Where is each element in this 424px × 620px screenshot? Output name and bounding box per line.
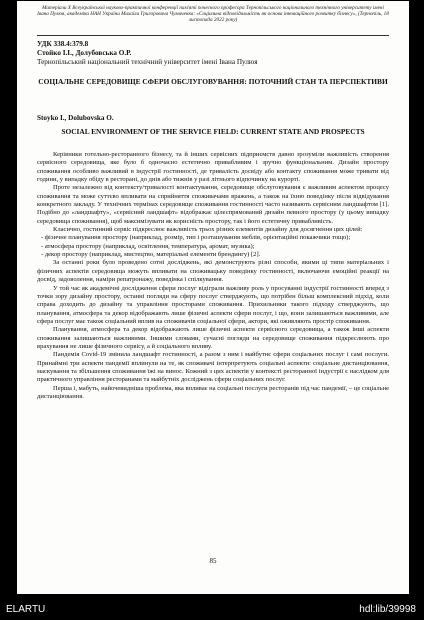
affiliation: Тернопільський національний технічний університет імені Івана Пулюя bbox=[37, 58, 258, 66]
udk-code: УДК 338.4:379.8 bbox=[37, 40, 89, 48]
repository-label: ELARTU bbox=[6, 604, 46, 615]
body-paragraph: Пандемія Covid-19 змінила ландшафт гостинності, а разом з ним і майбутнє сфери соціальних послуг і самі послуги. Принаймні три аспекти пандемії вплинули на те, як споживачі інтерпретують соціальні аспекти: соціальне дистанціювання, маскування та збільшення споживання їжі на винос. Кожний з цих аспектів у контексті ресторанної індустрії є наслідком для практичного управління ресторанами та майбутніх досліджень сфери соціальних послуг. bbox=[37, 351, 389, 384]
handle-identifier: hdl:lib/39998 bbox=[359, 604, 416, 615]
page-number: 85 bbox=[209, 557, 217, 565]
list-item: - декор простору (наприклад, мистецтво, матеріальні елементи брендингу) [2]. bbox=[41, 251, 261, 259]
body-paragraph: За останні роки було проведено сотні досліджень, які демонструють різні способи, якими ці типи матеріальних і фізичних аспектів середовища можуть впливати на споживацьку поведінку гостинності, включаючи емоційні реакції на досвід, задоволення, наміри репатронажу, поведінка і спілкування. bbox=[37, 259, 389, 284]
header-divider bbox=[37, 35, 389, 36]
body-paragraph: Планування, атмосфера та декор відображають лише фізичні аспекти сервісного середовища, а також інші аспекти споживання залишаються важливими. Іншими словами, сучасні погляди на середовище споживання підкреслюють про врахування не лише фізичного сервісу, а й соціального впливу. bbox=[37, 326, 389, 350]
title-ukrainian: СОЦІАЛЬНЕ СЕРЕДОВИЩЕ СФЕРИ ОБСЛУГОВУВАННЯ: ПОТОЧНИЙ СТАН ТА ПЕРСПЕКТИВИ bbox=[38, 77, 388, 86]
list-item: - фізичне планування простору (наприклад, розмір, тип і розташування меблів, орієнтаційні покажчики тощо); bbox=[41, 234, 351, 242]
article-body bbox=[37, 151, 389, 401]
body-paragraph: У той час як академічні дослідження сфери послуг відіграли важливу роль у просуванні індустрії гостинності вперед з точки зору дизайну простору, останні погляди на сферу послуг стверджують, що потрібен більш комплексний підхід, коли справа доходить до дизайну та управління просторами споживання. Прихильники такого підходу стверджують, що планування, атмосфера та декор відображають лише фізичні аспекти сфери послуг, і що, вони залишаються важливими, але сфера послуг має також соціальний вплив на споживачів соціальної сфери, актори, які оживляють простір споживання. bbox=[37, 284, 389, 325]
conference-header-note: Матеріали X Всеукраїнської науково-практичної конференції пам'яті почесного професора Тернопільського національного технічного університету імені Івана Пулюя, академіка НАН України Михаїла Григоровича Чумаченка: «Соціальна відповідальність як основа інноваційного розвитку бізнесу», (Тернопіль, 18 листопада 2022 року) bbox=[37, 5, 389, 24]
body-paragraph: Проте незалежно від контексту/тривалості контактування, середовище обслуговування є важливим аспектом процесу споживання та може суттєво впливати на сприйняття споживачами вражень, а також на їхню поведінку після відвідування конкретного закладу. У технічних термінах середовище споживання гостинності часто називають сервісним ландшафтом [1]. Подібно до «ландшафту», «сервісний ландшафт» відображає цілеспрямований дизайн певного простору (у цьому випадку середовища споживання), щоб максимізувати як корисність простору, так і його естетичну привабливість. bbox=[37, 184, 389, 225]
authors-english: Stoyko I., Dolubovska O. bbox=[37, 114, 114, 122]
body-paragraph: Класично, гостинний сервіс підкреслює важливість трьох різних елементів дизайну для досягнення цих цілей: bbox=[53, 226, 363, 234]
authors-ukrainian: Стойко І.І., Долубовська О.Р. bbox=[37, 49, 132, 57]
list-item: - атмосфера простору (наприклад, освітлення, температура, аромат, музика); bbox=[41, 242, 255, 250]
body-paragraph: Перша і, мабуть, найочевидніша проблема, яка впливає на соціальні послуги ресторанів під час пандемії, – це соціальне дистанціювання. bbox=[37, 384, 389, 400]
document-page bbox=[17, 0, 409, 594]
body-paragraph: Керівники готельно-ресторанного бізнесу, та й інших сервісних підприємств давно зрозуміли важливість створення сервісного середовища, яке було б одночасно естетично привабливим і зручно функціональним. Дизайн простору споживання особливо важливий в індустрії гостинності, де тривалість досвіду або контакту споживання може тривати від години, у випадку обіду в ресторані, до днів або тижнів у разі літнього відпочинку на курорті. bbox=[37, 151, 389, 184]
title-english: SOCIAL ENVIRONMENT OF THE SERVICE FIELD: CURRENT STATE AND PROSPECTS bbox=[61, 127, 365, 136]
